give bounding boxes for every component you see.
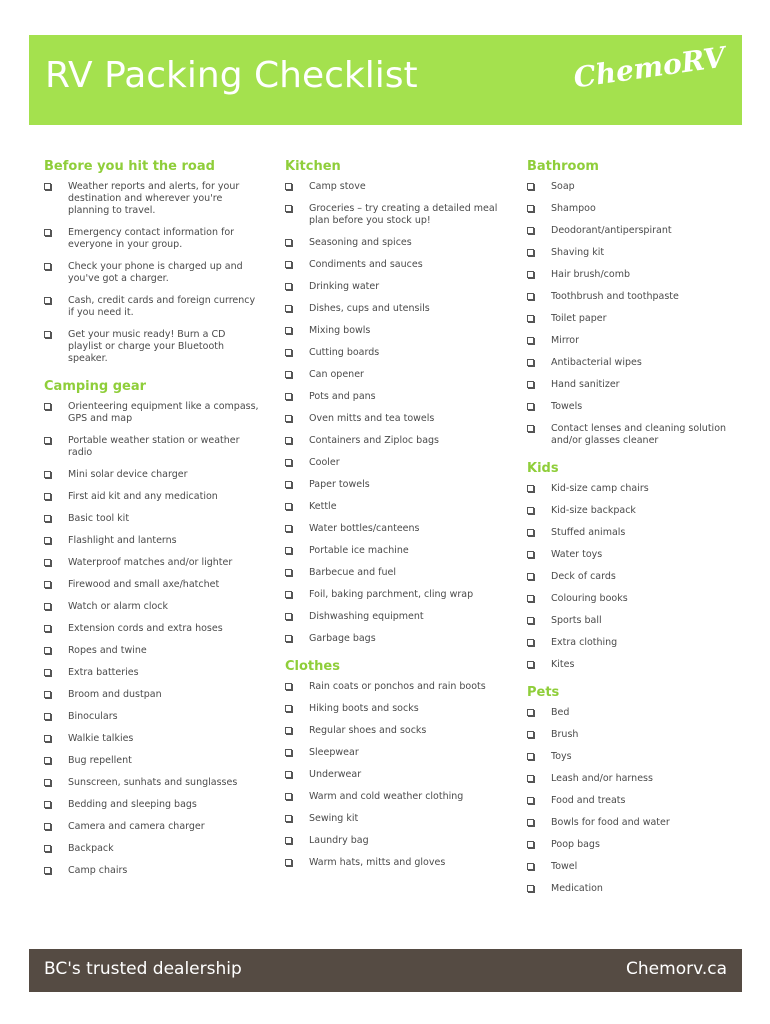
checklist-item-label: Rain coats or ponchos and rain boots bbox=[309, 681, 486, 692]
checkbox-icon[interactable] bbox=[44, 779, 51, 786]
checklist-item bbox=[527, 291, 742, 303]
checklist-item bbox=[285, 325, 505, 337]
checklist-item-label: Shaving kit bbox=[551, 247, 605, 258]
checkbox-icon[interactable] bbox=[44, 823, 51, 830]
section-title: Clothes bbox=[285, 659, 340, 674]
checklist-item-label: Watch or alarm clock bbox=[68, 601, 169, 612]
checklist-item bbox=[527, 659, 742, 671]
checklist-item bbox=[527, 817, 742, 829]
checkbox-icon[interactable] bbox=[44, 437, 51, 444]
checklist bbox=[44, 181, 259, 365]
checkbox-icon[interactable] bbox=[527, 885, 534, 892]
checkbox-icon[interactable] bbox=[527, 337, 534, 344]
checklist-item-label: Broom and dustpan bbox=[68, 689, 162, 700]
checklist-item-label: Cutting boards bbox=[309, 347, 380, 358]
checklist-item-label: Mini solar device charger bbox=[68, 469, 188, 480]
checkbox-icon[interactable] bbox=[527, 819, 534, 826]
checklist-item-label: Bowls for food and water bbox=[551, 817, 670, 828]
checklist-item-label: Towels bbox=[551, 401, 583, 412]
checklist-item bbox=[285, 769, 505, 781]
checklist bbox=[285, 681, 505, 869]
checklist-item-label: Dishes, cups and utensils bbox=[309, 303, 430, 314]
checklist bbox=[527, 483, 742, 671]
checklist-item-label: Sewing kit bbox=[309, 813, 359, 824]
checklist-item bbox=[285, 589, 505, 601]
checklist-item-label: Check your phone is charged up and you've got a charger. bbox=[68, 261, 243, 284]
checklist-item bbox=[285, 835, 505, 847]
checklist-item bbox=[285, 203, 505, 227]
page-title: RV Packing Checklist bbox=[45, 55, 418, 96]
checkbox-icon[interactable] bbox=[44, 867, 51, 874]
checklist-item-label: Extra clothing bbox=[551, 637, 618, 648]
checklist-item bbox=[527, 181, 742, 193]
checkbox-icon[interactable] bbox=[527, 271, 534, 278]
checkbox-icon[interactable] bbox=[285, 635, 292, 642]
checklist-item-label: Kid-size camp chairs bbox=[551, 483, 649, 494]
checklist-item bbox=[285, 567, 505, 579]
checklist-item bbox=[527, 549, 742, 561]
checkbox-icon[interactable] bbox=[285, 481, 292, 488]
checkbox-icon[interactable] bbox=[285, 327, 292, 334]
checklist-item bbox=[44, 491, 259, 503]
checkbox-icon[interactable] bbox=[285, 683, 292, 690]
checkbox-icon[interactable] bbox=[285, 749, 292, 756]
checklist-item bbox=[527, 401, 742, 413]
checklist bbox=[44, 401, 259, 877]
footer-site-link[interactable]: Chemorv.ca bbox=[626, 959, 727, 979]
checklist-item bbox=[285, 523, 505, 535]
checkbox-icon[interactable] bbox=[527, 775, 534, 782]
checklist bbox=[285, 181, 505, 645]
checklist-item bbox=[285, 501, 505, 513]
checklist-item bbox=[44, 329, 259, 365]
checklist-item-label: Kid-size backpack bbox=[551, 505, 636, 516]
checklist-item bbox=[527, 593, 742, 605]
checklist-item-label: Underwear bbox=[309, 769, 362, 780]
checkbox-icon[interactable] bbox=[527, 551, 534, 558]
checklist-item bbox=[44, 821, 259, 833]
checklist-item bbox=[44, 601, 259, 613]
checklist-item bbox=[527, 795, 742, 807]
section-title: Bathroom bbox=[527, 159, 599, 174]
checkbox-icon[interactable] bbox=[44, 625, 51, 632]
checklist-item-label: Basic tool kit bbox=[68, 513, 130, 524]
checkbox-icon[interactable] bbox=[44, 263, 51, 270]
checklist-item-label: Stuffed animals bbox=[551, 527, 626, 538]
checkbox-icon[interactable] bbox=[285, 183, 292, 190]
checklist-item bbox=[285, 347, 505, 359]
column-3 bbox=[527, 155, 742, 905]
checklist-item bbox=[527, 247, 742, 259]
checklist-item bbox=[527, 269, 742, 281]
checklist-item bbox=[44, 435, 259, 459]
column-1 bbox=[44, 155, 259, 887]
checklist-item bbox=[285, 479, 505, 491]
checkbox-icon[interactable] bbox=[44, 183, 51, 190]
checklist-item bbox=[527, 313, 742, 325]
checklist-item-label: Deodorant/antiperspirant bbox=[551, 225, 672, 236]
checkbox-icon[interactable] bbox=[285, 793, 292, 800]
checklist-item bbox=[527, 751, 742, 763]
checkbox-icon[interactable] bbox=[44, 691, 51, 698]
checklist-item bbox=[285, 681, 505, 693]
checklist-item bbox=[527, 571, 742, 583]
checklist-item bbox=[527, 729, 742, 741]
checklist-item-label: Camp chairs bbox=[68, 865, 128, 876]
checklist-item bbox=[527, 335, 742, 347]
checklist-item-label: Camp stove bbox=[309, 181, 366, 192]
checkbox-icon[interactable] bbox=[285, 503, 292, 510]
checklist-item-label: Deck of cards bbox=[551, 571, 616, 582]
checkbox-icon[interactable] bbox=[285, 837, 292, 844]
checklist-item-label: Garbage bags bbox=[309, 633, 376, 644]
checkbox-icon[interactable] bbox=[285, 349, 292, 356]
checklist-item-label: Sleepwear bbox=[309, 747, 359, 758]
checkbox-icon[interactable] bbox=[285, 205, 292, 212]
checkbox-icon[interactable] bbox=[527, 863, 534, 870]
checklist-item-label: Laundry bag bbox=[309, 835, 369, 846]
checkbox-icon[interactable] bbox=[44, 801, 51, 808]
checklist-item-label: Soap bbox=[551, 181, 575, 192]
checklist-item bbox=[527, 505, 742, 517]
checklist-item-label: Water bottles/canteens bbox=[309, 523, 420, 534]
section-title: Kitchen bbox=[285, 159, 341, 174]
checklist-item bbox=[527, 527, 742, 539]
checkbox-icon[interactable] bbox=[527, 573, 534, 580]
checklist-item bbox=[44, 579, 259, 591]
checklist-item bbox=[44, 557, 259, 569]
checkbox-icon[interactable] bbox=[285, 859, 292, 866]
checkbox-icon[interactable] bbox=[285, 437, 292, 444]
checkbox-icon[interactable] bbox=[285, 613, 292, 620]
checklist-item-label: Emergency contact information for everyone in your group. bbox=[68, 227, 235, 250]
checklist-item bbox=[285, 747, 505, 759]
checkbox-icon[interactable] bbox=[285, 239, 292, 246]
section-title: Pets bbox=[527, 685, 560, 700]
checkbox-icon[interactable] bbox=[44, 669, 51, 676]
checklist-item bbox=[285, 237, 505, 249]
checkbox-icon[interactable] bbox=[285, 815, 292, 822]
checklist-item bbox=[527, 357, 742, 369]
checklist-item-label: Flashlight and lanterns bbox=[68, 535, 177, 546]
column-2 bbox=[285, 155, 505, 879]
checkbox-icon[interactable] bbox=[44, 493, 51, 500]
checkbox-icon[interactable] bbox=[44, 515, 51, 522]
checkbox-icon[interactable] bbox=[527, 507, 534, 514]
checklist-item-label: Bed bbox=[551, 707, 570, 718]
checklist-item bbox=[527, 423, 742, 447]
checklist-item bbox=[527, 203, 742, 215]
checkbox-icon[interactable] bbox=[285, 459, 292, 466]
checkbox-icon[interactable] bbox=[285, 547, 292, 554]
checkbox-icon[interactable] bbox=[527, 249, 534, 256]
checklist-item-label: Mixing bowls bbox=[309, 325, 371, 336]
checklist-item-label: Towel bbox=[551, 861, 578, 872]
checklist-item-label: Brush bbox=[551, 729, 579, 740]
checkbox-icon[interactable] bbox=[285, 771, 292, 778]
checklist-item bbox=[44, 799, 259, 811]
checkbox-icon[interactable] bbox=[44, 471, 51, 478]
section-title: Before you hit the road bbox=[44, 159, 215, 174]
checklist-item-label: Leash and/or harness bbox=[551, 773, 653, 784]
checklist-item-label: Waterproof matches and/or lighter bbox=[68, 557, 233, 568]
checklist-item-label: Condiments and sauces bbox=[309, 259, 423, 270]
checklist bbox=[527, 707, 742, 895]
checklist-item bbox=[44, 401, 259, 425]
brand-logo: ChemoRV bbox=[571, 40, 728, 95]
checkbox-icon[interactable] bbox=[527, 731, 534, 738]
checklist-item-label: Sports ball bbox=[551, 615, 602, 626]
checklist-item bbox=[285, 391, 505, 403]
header-banner bbox=[29, 35, 742, 125]
checklist-item-label: Seasoning and spices bbox=[309, 237, 412, 248]
checklist-item bbox=[285, 181, 505, 193]
checklist-item-label: Cooler bbox=[309, 457, 340, 468]
checklist-item-label: Mirror bbox=[551, 335, 579, 346]
checklist bbox=[527, 181, 742, 447]
checklist-item-label: Hair brush/comb bbox=[551, 269, 630, 280]
checklist-item-label: Binoculars bbox=[68, 711, 118, 722]
checklist-item bbox=[44, 667, 259, 679]
checklist-item bbox=[285, 413, 505, 425]
checklist-item-label: Water toys bbox=[551, 549, 603, 560]
checkbox-icon[interactable] bbox=[285, 371, 292, 378]
checkbox-icon[interactable] bbox=[527, 753, 534, 760]
checklist-item-label: Toys bbox=[551, 751, 572, 762]
checklist-item-label: Poop bags bbox=[551, 839, 600, 850]
checklist-item bbox=[44, 843, 259, 855]
checkbox-icon[interactable] bbox=[527, 529, 534, 536]
checklist-item-label: Sunscreen, sunhats and sunglasses bbox=[68, 777, 238, 788]
checklist-item bbox=[527, 883, 742, 895]
checkbox-icon[interactable] bbox=[285, 261, 292, 268]
checklist-item-label: Can opener bbox=[309, 369, 364, 380]
checklist-item bbox=[285, 725, 505, 737]
checklist-item-label: Food and treats bbox=[551, 795, 626, 806]
checklist-item-label: Containers and Ziploc bags bbox=[309, 435, 439, 446]
checkbox-icon[interactable] bbox=[527, 227, 534, 234]
checklist-item bbox=[527, 707, 742, 719]
checklist-item-label: Ropes and twine bbox=[68, 645, 147, 656]
checklist-item-label: Cash, credit cards and foreign currency if you need it. bbox=[68, 295, 256, 318]
checkbox-icon[interactable] bbox=[527, 293, 534, 300]
checklist-item-label: Toilet paper bbox=[551, 313, 607, 324]
checkbox-icon[interactable] bbox=[44, 647, 51, 654]
checklist-item bbox=[285, 457, 505, 469]
checklist-item-label: Extension cords and extra hoses bbox=[68, 623, 223, 634]
checkbox-icon[interactable] bbox=[285, 283, 292, 290]
checkbox-icon[interactable] bbox=[285, 525, 292, 532]
checklist-item bbox=[44, 623, 259, 635]
checkbox-icon[interactable] bbox=[527, 661, 534, 668]
checkbox-icon[interactable] bbox=[44, 713, 51, 720]
checklist-item bbox=[285, 369, 505, 381]
checkbox-icon[interactable] bbox=[527, 709, 534, 716]
checklist-item bbox=[44, 777, 259, 789]
checklist-item-label: Foil, baking parchment, cling wrap bbox=[309, 589, 474, 600]
checklist-item bbox=[44, 755, 259, 767]
checklist-item bbox=[44, 227, 259, 251]
checkbox-icon[interactable] bbox=[527, 359, 534, 366]
checkbox-icon[interactable] bbox=[527, 617, 534, 624]
checkbox-icon[interactable] bbox=[285, 305, 292, 312]
checklist-item-label: Extra batteries bbox=[68, 667, 139, 678]
section-title: Kids bbox=[527, 461, 559, 476]
checkbox-icon[interactable] bbox=[527, 381, 534, 388]
checklist-item bbox=[44, 865, 259, 877]
checkbox-icon[interactable] bbox=[44, 735, 51, 742]
checklist-item bbox=[44, 689, 259, 701]
checklist-item-label: Warm hats, mitts and gloves bbox=[309, 857, 446, 868]
checkbox-icon[interactable] bbox=[527, 841, 534, 848]
checklist-item-label: Drinking water bbox=[309, 281, 380, 292]
checklist-item-label: Walkie talkies bbox=[68, 733, 134, 744]
checklist-item-label: Contact lenses and cleaning solution and/or glasses cleaner bbox=[551, 423, 727, 446]
checklist-item bbox=[285, 303, 505, 315]
checklist-item bbox=[285, 259, 505, 271]
checkbox-icon[interactable] bbox=[44, 603, 51, 610]
checklist-item bbox=[527, 839, 742, 851]
checklist-item-label: Hand sanitizer bbox=[551, 379, 620, 390]
checkbox-icon[interactable] bbox=[527, 485, 534, 492]
checklist-item bbox=[44, 513, 259, 525]
checklist-item bbox=[527, 225, 742, 237]
checklist-item bbox=[285, 857, 505, 869]
checklist-item bbox=[44, 181, 259, 217]
checkbox-icon[interactable] bbox=[527, 595, 534, 602]
footer-bar bbox=[29, 949, 742, 992]
checklist-item bbox=[527, 861, 742, 873]
checkbox-icon[interactable] bbox=[285, 591, 292, 598]
checklist-item-label: Portable weather station or weather radio bbox=[68, 435, 240, 458]
checkbox-icon[interactable] bbox=[44, 581, 51, 588]
checkbox-icon[interactable] bbox=[527, 315, 534, 322]
checklist-item bbox=[44, 295, 259, 319]
checklist-item-label: Oven mitts and tea towels bbox=[309, 413, 435, 424]
checklist-item bbox=[527, 773, 742, 785]
checklist-item-label: Paper towels bbox=[309, 479, 370, 490]
checklist-item bbox=[285, 545, 505, 557]
checklist-item-label: Barbecue and fuel bbox=[309, 567, 396, 578]
checkbox-icon[interactable] bbox=[44, 297, 51, 304]
checklist-item bbox=[527, 483, 742, 495]
checklist-item-label: First aid kit and any medication bbox=[68, 491, 218, 502]
checklist-item-label: Weather reports and alerts, for your destination and wherever you're planning to travel. bbox=[68, 181, 240, 216]
checkbox-icon[interactable] bbox=[285, 415, 292, 422]
checklist-item-label: Shampoo bbox=[551, 203, 596, 214]
checklist-item-label: Camera and camera charger bbox=[68, 821, 205, 832]
checklist-item-label: Hiking boots and socks bbox=[309, 703, 419, 714]
checkbox-icon[interactable] bbox=[285, 705, 292, 712]
checklist-item-label: Firewood and small axe/hatchet bbox=[68, 579, 220, 590]
checklist-item-label: Kettle bbox=[309, 501, 337, 512]
checkbox-icon[interactable] bbox=[44, 403, 51, 410]
checkbox-icon[interactable] bbox=[285, 569, 292, 576]
checkbox-icon[interactable] bbox=[527, 639, 534, 646]
checklist-item bbox=[285, 703, 505, 715]
checklist-item-label: Colouring books bbox=[551, 593, 628, 604]
checklist-item-label: Orienteering equipment like a compass, GPS and map bbox=[68, 401, 259, 424]
checklist-item bbox=[44, 261, 259, 285]
checklist-item bbox=[285, 435, 505, 447]
checklist-item bbox=[527, 637, 742, 649]
checkbox-icon[interactable] bbox=[44, 559, 51, 566]
section-title: Camping gear bbox=[44, 379, 147, 394]
checklist-item-label: Bedding and sleeping bags bbox=[68, 799, 197, 810]
checkbox-icon[interactable] bbox=[527, 205, 534, 212]
checklist-item bbox=[285, 611, 505, 623]
checkbox-icon[interactable] bbox=[44, 229, 51, 236]
checklist-item-label: Backpack bbox=[68, 843, 114, 854]
checklist-item-label: Medication bbox=[551, 883, 603, 894]
checklist-item-label: Antibacterial wipes bbox=[551, 357, 642, 368]
checkbox-icon[interactable] bbox=[527, 403, 534, 410]
checkbox-icon[interactable] bbox=[527, 183, 534, 190]
checkbox-icon[interactable] bbox=[285, 727, 292, 734]
checklist-item-label: Get your music ready! Burn a CD playlist or charge your Bluetooth speaker. bbox=[68, 329, 226, 364]
checklist-item-label: Kites bbox=[551, 659, 575, 670]
footer-tagline: BC's trusted dealership bbox=[44, 959, 242, 979]
checklist-item-label: Groceries – try creating a detailed meal plan before you stock up! bbox=[309, 203, 498, 226]
checkbox-icon[interactable] bbox=[285, 393, 292, 400]
checkbox-icon[interactable] bbox=[44, 537, 51, 544]
checklist-item-label: Bug repellent bbox=[68, 755, 132, 766]
checkbox-icon[interactable] bbox=[44, 845, 51, 852]
checklist-item bbox=[44, 733, 259, 745]
checklist-item bbox=[285, 791, 505, 803]
checklist-item bbox=[285, 281, 505, 293]
checklist-item bbox=[527, 615, 742, 627]
checklist-item-label: Warm and cold weather clothing bbox=[309, 791, 464, 802]
checklist-item-label: Toothbrush and toothpaste bbox=[551, 291, 679, 302]
checklist-item bbox=[527, 379, 742, 391]
checklist-item bbox=[285, 813, 505, 825]
checkbox-icon[interactable] bbox=[527, 425, 534, 432]
checkbox-icon[interactable] bbox=[44, 331, 51, 338]
checklist-item bbox=[44, 645, 259, 657]
checklist-item-label: Pots and pans bbox=[309, 391, 376, 402]
checkbox-icon[interactable] bbox=[44, 757, 51, 764]
checklist-item bbox=[44, 535, 259, 547]
checkbox-icon[interactable] bbox=[527, 797, 534, 804]
checklist-item bbox=[285, 633, 505, 645]
checklist-item bbox=[44, 711, 259, 723]
checklist-item bbox=[44, 469, 259, 481]
checklist-item-label: Regular shoes and socks bbox=[309, 725, 427, 736]
checklist-item-label: Dishwashing equipment bbox=[309, 611, 424, 622]
checklist-item-label: Portable ice machine bbox=[309, 545, 409, 556]
